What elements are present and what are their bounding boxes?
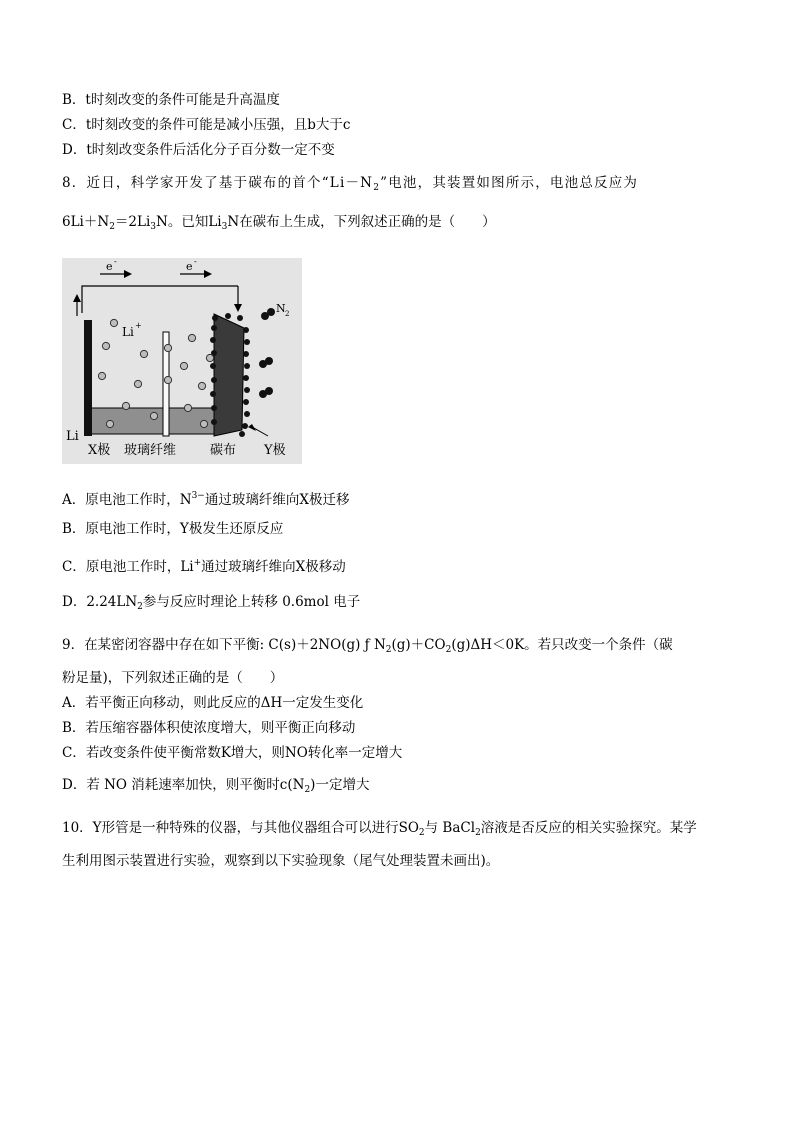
- carbon-cloth: [214, 314, 244, 436]
- li-ion-label: Li: [122, 325, 134, 339]
- x-pole-label: X极: [88, 443, 111, 458]
- q9-stem-line2: 粉足量)，下列叙述正确的是（ ）: [62, 670, 284, 686]
- svg-text:+: +: [135, 321, 142, 330]
- q10-stem-line1: 10．Y形管是一种特殊的仪器，与其他仪器组合可以进行$SO_2$与 BaCl$_2$溶液是否反应的相关实验探究。某学: [62, 820, 697, 838]
- electron-label-2: e: [186, 260, 193, 273]
- carbon-cloth-label: 碳布: [210, 443, 237, 458]
- n2-label: N: [276, 302, 286, 315]
- q9-option-d: D．若 NO 消耗速率加快，则平衡时$c(N_2)$一定增大: [62, 777, 370, 795]
- svg-text:2: 2: [285, 310, 290, 318]
- q8-stem-line2: $6Li+N_2=2Li_3N$。已知$Li_3N$在碳布上生成，下列叙述正确的是（ ）: [62, 214, 496, 232]
- q8-option-a: A．原电池工作时，$N^{3-}$通过玻璃纤维向X极迁移: [62, 491, 350, 508]
- lithium-electrode: [84, 320, 92, 436]
- q9-option-a: A．若平衡正向移动，则此反应的ΔH一定发生变化: [62, 695, 364, 711]
- electron-label-1: e: [106, 260, 113, 273]
- q9-stem-line1: 9．在某密闭容器中存在如下平衡: C(s)＋2NO(g) ƒ $N_2(g)+CO_2(g)\Delta H<0K$。若只改变一个条件（碳: [62, 637, 673, 655]
- q8-stem-line1: 8．近日，科学家开发了基于碳布的首个“$Li-N_2$”电池，其装置如图所示，电池总反应为: [62, 175, 639, 193]
- q9-option-b: B．若压缩容器体积使浓度增大，则平衡正向移动: [62, 720, 356, 736]
- svg-text:-: -: [194, 258, 197, 266]
- glass-fiber-label: 玻璃纤维: [124, 443, 177, 458]
- li-label: Li: [66, 429, 79, 444]
- battery-diagram: [62, 258, 302, 464]
- q8-option-c: C．原电池工作时，Li+通过玻璃纤维向X极移动: [62, 558, 346, 575]
- y-pole-label: Y极: [264, 443, 286, 458]
- q7-option-d: D．t时刻改变条件后活化分子百分数一定不变: [62, 142, 335, 158]
- q7-option-c: C．t时刻改变的条件可能是减小压强，且b大于c: [62, 117, 351, 133]
- q9-option-c: C．若改变条件使平衡常数K增大，则NO转化率一定增大: [62, 745, 403, 761]
- q8-option-d: D．$2.24LN_2$参与反应时理论上转移 0.6mol 电子: [62, 594, 361, 612]
- svg-text:-: -: [114, 258, 117, 266]
- q10-stem-line2: 生利用图示装置进行实验，观察到以下实验现象（尾气处理装置未画出)。: [62, 853, 500, 869]
- q8-option-b: B．原电池工作时，Y极发生还原反应: [62, 521, 284, 537]
- q7-option-b: B．t时刻改变的条件可能是升高温度: [62, 92, 280, 108]
